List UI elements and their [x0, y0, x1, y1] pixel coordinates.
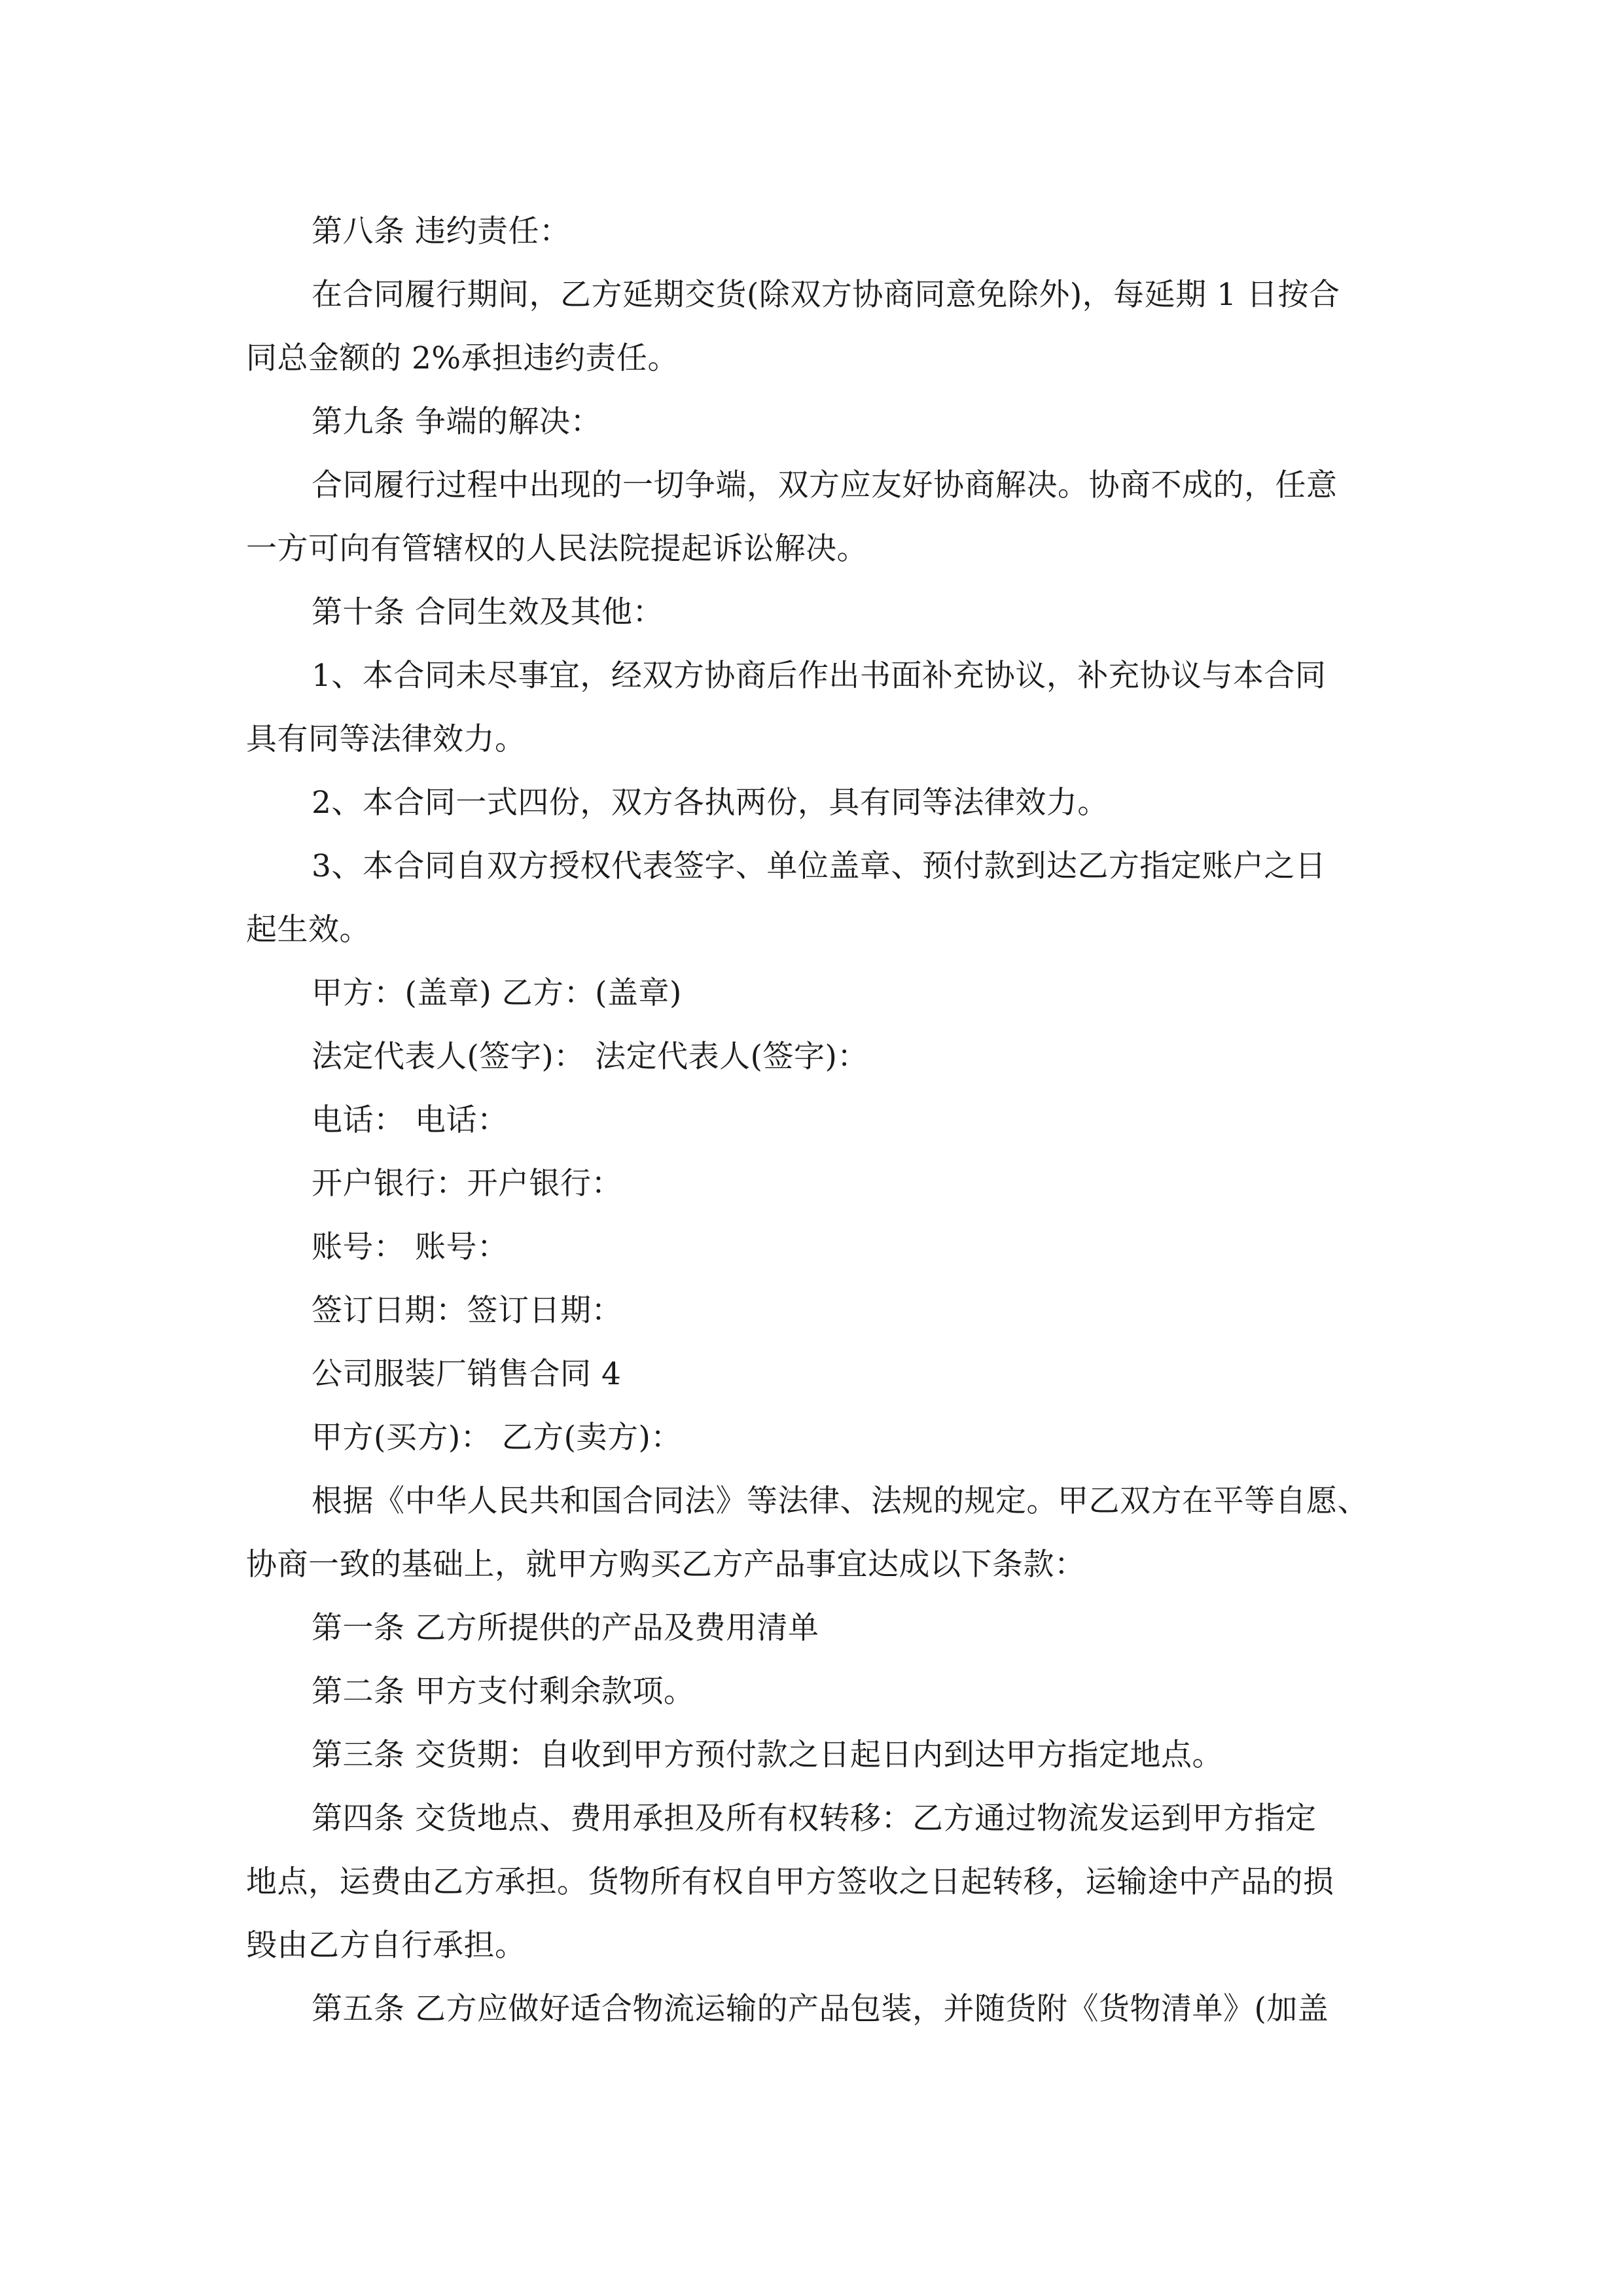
text-line: 甲方：(盖章) 乙方：(盖章)	[312, 975, 682, 1011]
text-line: 根据《中华人民共和国合同法》等法律、法规的规定。甲乙双方在平等自愿、	[312, 1483, 1368, 1519]
text-line: 具有同等法律效力。	[246, 721, 526, 757]
text-line: 法定代表人(签字)： 法定代表人(签字)：	[312, 1039, 868, 1075]
text-line: 第十条 合同生效及其他：	[312, 594, 664, 630]
text-line: 甲方(买方)： 乙方(卖方)：	[312, 1420, 682, 1456]
text-line: 第一条 乙方所提供的产品及费用清单	[312, 1610, 819, 1646]
text-line: 协商一致的基础上，就甲方购买乙方产品事宜达成以下条款：	[246, 1547, 1086, 1583]
text-line: 第五条 乙方应做好适合物流运输的产品包装，并随货附《货物清单》(加盖	[312, 1991, 1329, 2027]
text-line: 同总金额的 2%承担违约责任。	[246, 340, 679, 376]
text-line: 第八条 违约责任：	[312, 213, 571, 249]
text-line: 起生效。	[246, 912, 370, 948]
text-line: 一方可向有管辖权的人民法院提起诉讼解决。	[246, 531, 868, 567]
text-line: 第九条 争端的解决：	[312, 404, 601, 440]
text-line: 账号： 账号：	[312, 1229, 508, 1265]
text-line: 1、本合同未尽事宜，经双方协商后作出书面补充协议，补充协议与本合同	[312, 658, 1327, 694]
text-line: 2、本合同一式四份，双方各执两份，具有同等法律效力。	[312, 785, 1109, 821]
section-heading: 公司服装厂销售合同 4	[312, 1356, 622, 1392]
text-line: 第三条 交货期：自收到甲方预付款之日起日内到达甲方指定地点。	[312, 1737, 1223, 1773]
text-line: 开户银行：开户银行：	[312, 1166, 622, 1202]
text-line: 在合同履行期间，乙方延期交货(除双方协商同意免除外)，每延期 1 日按合	[312, 277, 1340, 313]
text-line: 毁由乙方自行承担。	[246, 1928, 526, 1964]
text-line: 签订日期：签订日期：	[312, 1293, 622, 1329]
text-line: 合同履行过程中出现的一切争端，双方应友好协商解决。协商不成的，任意	[312, 467, 1338, 503]
text-line: 第二条 甲方支付剩余款项。	[312, 1674, 695, 1710]
text-line: 3、本合同自双方授权代表签字、单位盖章、预付款到达乙方指定账户之日	[312, 848, 1327, 884]
document-body	[246, 200, 1377, 2041]
text-line: 地点，运费由乙方承担。货物所有权自甲方签收之日起转移，运输途中产品的损	[246, 1864, 1334, 1900]
text-line: 电话： 电话：	[312, 1102, 508, 1138]
text-line: 第四条 交货地点、费用承担及所有权转移：乙方通过物流发运到甲方指定	[312, 1801, 1317, 1837]
